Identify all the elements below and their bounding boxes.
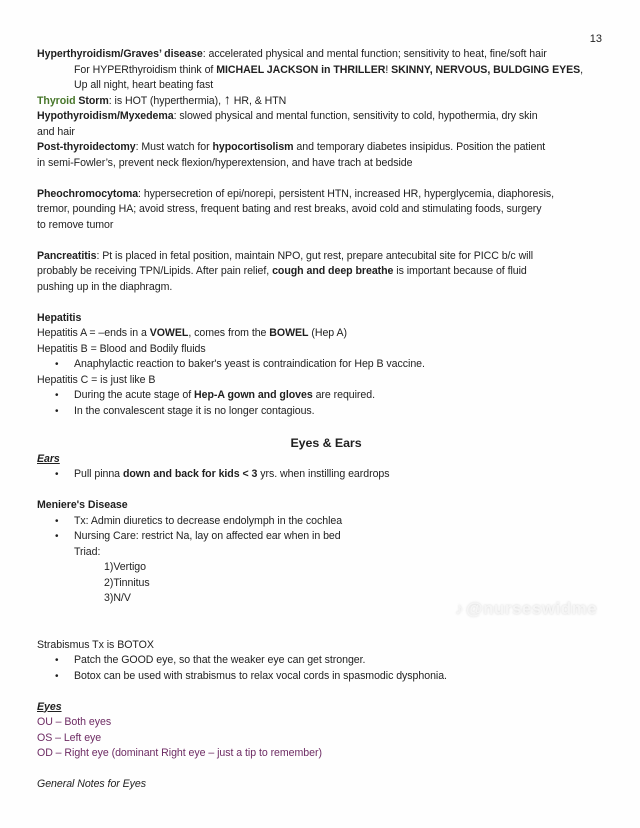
text-segment: Hep-A gown and gloves	[194, 389, 313, 401]
text-line	[37, 342, 615, 358]
text-segment: Tx: Admin diuretics to decrease endolymph in the cochlea	[74, 514, 343, 527]
text-segment: During the acute stage of	[74, 389, 195, 401]
text-line	[37, 47, 615, 63]
text-segment: Hyperthyroidism/Graves’ disease	[37, 48, 203, 60]
text-segment: Hepatitis C = is just like B	[37, 373, 156, 386]
text-line	[37, 576, 615, 592]
spacer	[37, 483, 615, 499]
bullet-marker-icon: •	[55, 405, 59, 417]
watermark-handle: @nurseswidme	[466, 599, 598, 618]
text-segment: Pull pinna	[74, 468, 123, 480]
text-segment: Hepatitis A = –ends in a	[37, 327, 150, 339]
text-line	[37, 109, 615, 125]
text-segment: in semi-Fowler’s, prevent neck flexion/hyperextension, and have trach at bedside	[37, 156, 413, 169]
text-line	[37, 156, 615, 172]
bullet-marker-icon: •	[55, 515, 59, 527]
text-segment: OD – Right eye (dominant Right eye – just a tip to remember)	[37, 747, 322, 759]
text-segment: VOWEL	[149, 327, 189, 339]
text-line	[37, 218, 615, 234]
text-segment: down and back for kids < 3	[122, 468, 258, 480]
text-segment: and temporary diabetes insipidus. Position the patient	[293, 141, 546, 153]
text-line	[37, 90, 615, 110]
spacer	[37, 762, 615, 778]
text-segment: Botox can be used with strabismus to relax vocal cords in spasmodic dysphonia.	[74, 669, 447, 682]
text-segment: HR, & HTN	[230, 94, 287, 107]
text-segment: Up all night, heart beating fast	[74, 79, 214, 91]
text-line	[37, 264, 615, 280]
spacer	[37, 684, 615, 700]
text-segment: Meniere's Disease	[37, 499, 128, 511]
text-segment: SKINNY, NERVOUS, BULDGING EYES	[391, 63, 581, 76]
text-line	[37, 249, 615, 265]
bullet-item	[37, 514, 615, 530]
text-segment: are required.	[312, 389, 375, 401]
bullet-item	[37, 669, 615, 685]
watermark	[455, 599, 597, 619]
bullet-item	[37, 404, 615, 420]
spacer	[37, 171, 615, 187]
bullet-text	[74, 357, 615, 373]
text-line	[37, 560, 615, 576]
text-line	[37, 140, 615, 156]
text-segment: !	[385, 63, 392, 76]
text-segment: 2)Tinnitus	[104, 576, 150, 589]
text-segment: hypocortisolism	[212, 141, 294, 153]
text-segment: : slowed physical and mental function, sensitivity to cold, hypothermia, dry skin	[173, 110, 538, 122]
text-segment: Eyes & Ears	[290, 435, 362, 450]
text-segment: Storm	[75, 94, 109, 107]
page-number: 13	[589, 33, 602, 45]
text-segment: Post-thyroidectomy	[37, 141, 136, 153]
text-segment: , comes from the	[188, 327, 270, 339]
text-segment: Anaphylactic reaction to baker's yeast is contraindication for Hep B vaccine.	[74, 358, 425, 370]
text-segment: Thyroid	[37, 94, 76, 107]
text-segment: For HYPERthyroidism think of	[74, 63, 217, 76]
bullet-text	[74, 669, 615, 685]
text-segment: MICHAEL JACKSON in THRILLER	[216, 63, 386, 76]
bullet-text	[74, 653, 615, 669]
text-segment: Patch the GOOD eye, so that the weaker eye can get stronger.	[74, 654, 366, 666]
bullet-item	[37, 529, 615, 545]
text-segment: : Pt is placed in fetal position, maintain NPO, gut rest, prepare antecubital site for PICC b/c will	[96, 249, 534, 262]
bullet-text	[74, 404, 615, 420]
text-line	[37, 715, 615, 731]
text-segment: 1)Vertigo	[104, 561, 146, 573]
bullet-text	[74, 529, 615, 545]
text-segment: Pheochromocytoma	[37, 187, 139, 200]
text-segment: OU – Both eyes	[37, 716, 112, 728]
text-line	[37, 498, 615, 514]
text-segment: cough and deep breathe	[272, 265, 394, 277]
text-segment: to remove tumor	[37, 218, 114, 231]
section-heading	[37, 435, 615, 452]
text-segment: : is HOT (hyperthermia),	[108, 94, 224, 107]
text-line	[37, 326, 615, 342]
text-segment: Hepatitis B = Blood and Bodily fluids	[37, 342, 206, 355]
bullet-marker-icon: •	[55, 359, 59, 370]
music-note-icon: ♪	[455, 599, 464, 618]
text-line	[37, 187, 615, 203]
spacer	[37, 622, 615, 638]
text-line	[37, 311, 615, 327]
text-segment: : hypersecretion of epi/norepi, persistent HTN, increased HR, hyperglycemia, diaphoresis,	[138, 187, 555, 200]
spacer	[37, 295, 615, 311]
text-segment: Ears	[37, 452, 60, 465]
bullet-item	[37, 357, 615, 373]
text-line	[37, 125, 615, 141]
text-line	[37, 78, 615, 94]
text-line	[37, 746, 615, 762]
text-segment: ,	[580, 63, 584, 76]
bullet-marker-icon: •	[55, 670, 59, 682]
text-line	[37, 452, 615, 468]
text-line	[37, 545, 615, 561]
text-segment: BOWEL	[269, 327, 309, 339]
text-line	[37, 202, 615, 218]
document-content	[37, 47, 615, 793]
text-segment: yrs. when instilling eardrops	[257, 468, 390, 480]
text-segment: Hepatitis	[37, 311, 82, 324]
text-segment: Eyes	[37, 700, 62, 713]
text-segment: 3)N/V	[104, 592, 131, 604]
text-line	[37, 373, 615, 389]
text-segment: In the convalescent stage it is no longer contagious.	[74, 404, 315, 417]
text-segment: probably be receiving TPN/Lipids. After pain relief,	[37, 265, 273, 277]
text-line	[37, 280, 615, 296]
bullet-marker-icon: •	[55, 390, 59, 401]
text-segment: : accelerated physical and mental function; sensitivity to heat, fine/soft hair	[202, 48, 547, 60]
text-line	[37, 700, 615, 716]
text-line	[37, 638, 615, 654]
text-segment: tremor, pounding HA; avoid stress, frequent bating and rest breaks, avoid cold and stimulating foods, surgery	[37, 203, 542, 215]
bullet-item	[37, 653, 615, 669]
text-segment: Hypothyroidism/Myxedema	[37, 110, 174, 122]
text-segment: Triad:	[74, 545, 101, 558]
bullet-text	[74, 514, 615, 530]
text-segment: and hair	[37, 125, 75, 138]
text-segment: Nursing Care: restrict Na, lay on affected ear when in bed	[74, 530, 341, 542]
text-segment: OS – Left eye	[37, 731, 102, 744]
bullet-text	[74, 467, 615, 483]
bullet-marker-icon: •	[55, 469, 59, 480]
text-segment: General Notes for Eyes	[37, 778, 147, 790]
text-segment: (Hep A)	[308, 327, 347, 339]
spacer	[37, 419, 615, 435]
text-line	[37, 63, 615, 79]
text-segment: : Must watch for	[135, 141, 213, 153]
text-segment: Pancreatitis	[37, 249, 97, 262]
text-segment: Strabismus Tx is BOTOX	[37, 638, 154, 651]
text-line	[37, 731, 615, 747]
bullet-marker-icon: •	[55, 531, 59, 542]
bullet-marker-icon: •	[55, 655, 59, 666]
text-segment: ↑	[223, 90, 231, 107]
spacer	[37, 233, 615, 249]
bullet-text	[74, 388, 615, 404]
text-line	[37, 777, 615, 793]
bullet-item	[37, 388, 615, 404]
bullet-item	[37, 467, 615, 483]
text-segment: is important because of fluid	[393, 265, 527, 277]
text-segment: pushing up in the diaphragm.	[37, 280, 173, 293]
